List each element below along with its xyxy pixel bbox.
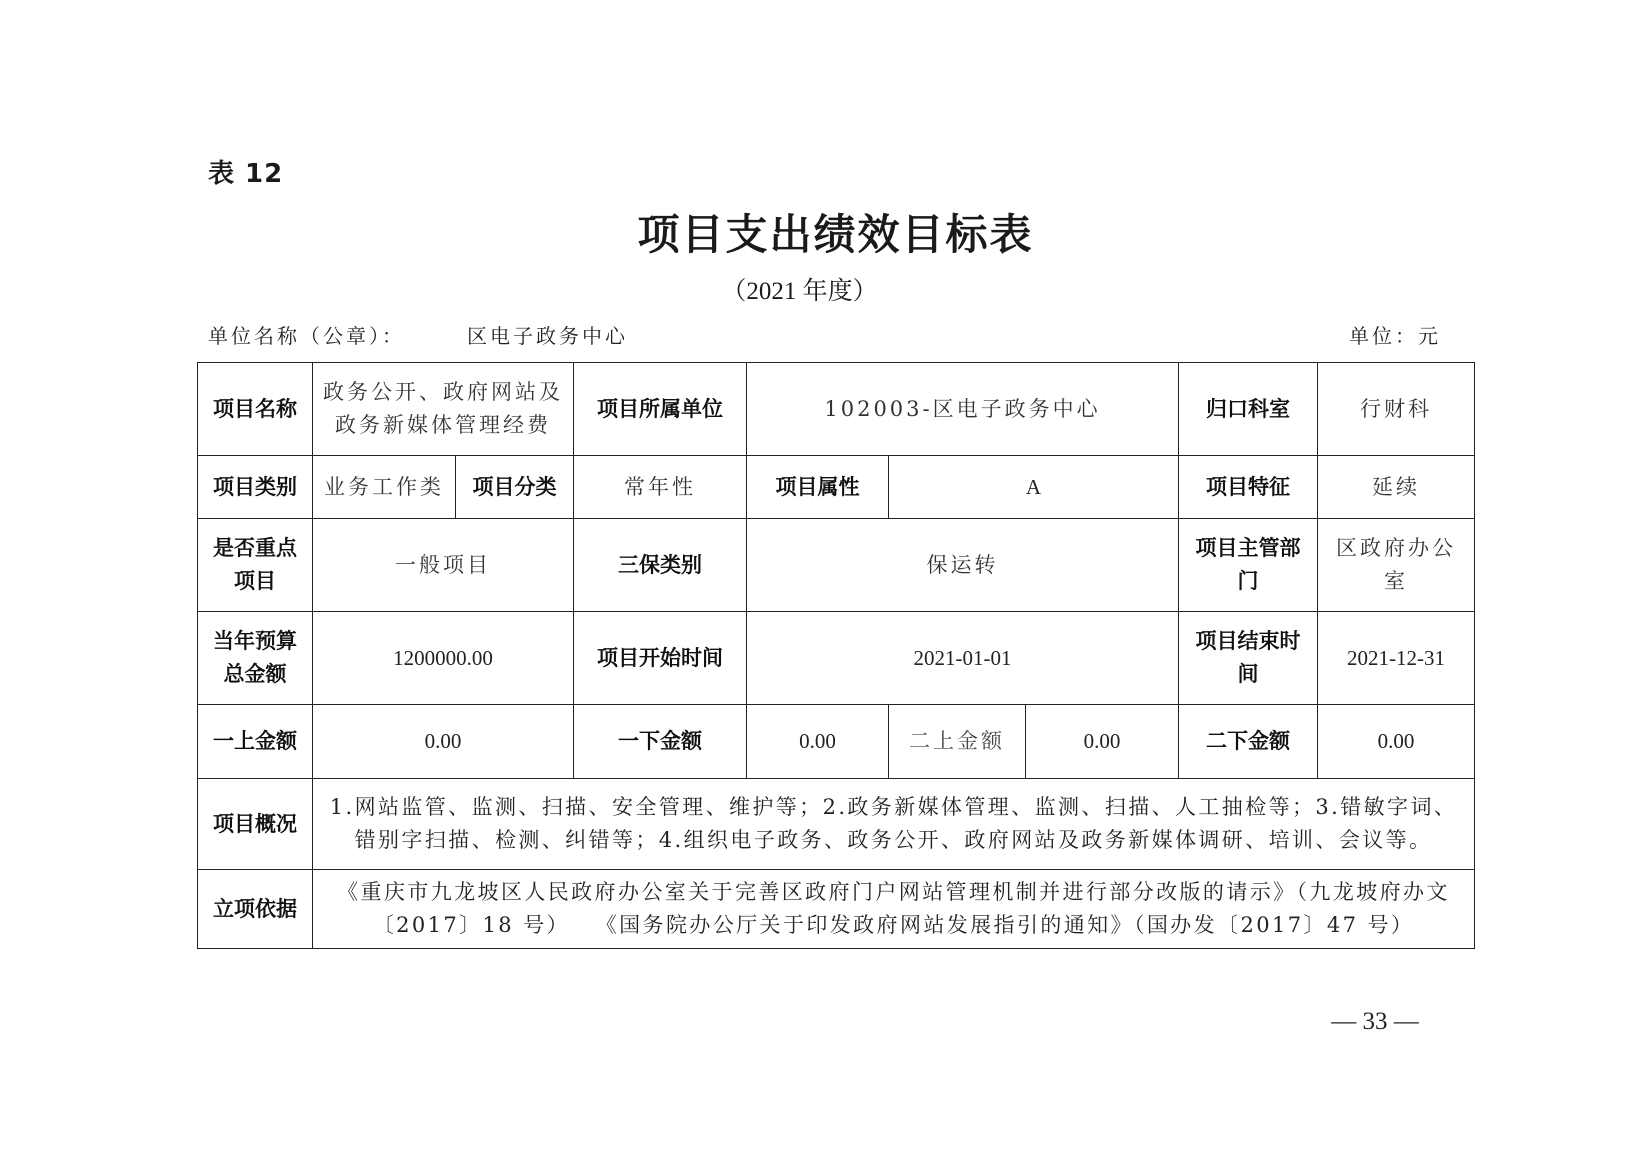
- fiscal-year: （2021 年度）: [721, 278, 878, 305]
- annual-budget: 1200000.00: [313, 612, 574, 705]
- table-row: [198, 870, 1475, 949]
- project-attribute-label: 项目属性: [747, 456, 889, 519]
- authority-dept-label: 项目主管部门: [1179, 519, 1318, 612]
- second-up-amount-label: 二上金额: [889, 705, 1026, 779]
- project-unit-label: 项目所属单位: [574, 363, 747, 456]
- project-classification: 常年性: [574, 456, 747, 519]
- second-up-amount: 0.00: [1026, 705, 1179, 779]
- project-unit: 102003-区电子政务中心: [747, 363, 1179, 456]
- table-row: [198, 612, 1475, 705]
- sanbao-category: 保运转: [747, 519, 1179, 612]
- second-down-amount-label: 二下金额: [1179, 705, 1318, 779]
- project-feature: 延续: [1318, 456, 1475, 519]
- key-project: 一般项目: [313, 519, 574, 612]
- table-row: [198, 456, 1475, 519]
- authority-dept: 区政府办公室: [1318, 519, 1475, 612]
- department-label: 归口科室: [1179, 363, 1318, 456]
- sanbao-category-label: 三保类别: [574, 519, 747, 612]
- table-row: [198, 519, 1475, 612]
- project-basis: 《重庆市九龙坡区人民政府办公室关于完善区政府门户网站管理机制并进行部分改版的请示》（九龙坡府办文〔2017〕18 号） 《国务院办公厅关于印发政府网站发展指引的通知》（国办发〔2017〕47 号）: [313, 870, 1475, 949]
- first-down-amount: 0.00: [747, 705, 889, 779]
- project-feature-label: 项目特征: [1179, 456, 1318, 519]
- annual-budget-label: 当年预算总金额: [198, 612, 313, 705]
- project-overview-label: 项目概况: [198, 779, 313, 870]
- table-row: [198, 779, 1475, 870]
- project-category-label: 项目类别: [198, 456, 313, 519]
- unit-name: 区电子政务中心: [467, 324, 628, 348]
- project-basis-label: 立项依据: [198, 870, 313, 949]
- project-name: 政务公开、政府网站及政务新媒体管理经费: [313, 363, 574, 456]
- document-title: 项目支出绩效目标表: [637, 210, 1034, 259]
- table-row: [198, 705, 1475, 779]
- department: 行财科: [1318, 363, 1475, 456]
- project-overview: 1.网站监管、监测、扫描、安全管理、维护等；2.政务新媒体管理、监测、扫描、人工抽检等；3.错敏字词、错别字扫描、检测、纠错等；4.组织电子政务、政务公开、政府网站及政务新媒体调研、培训、会议等。: [313, 779, 1475, 870]
- first-down-amount-label: 一下金额: [574, 705, 747, 779]
- currency-unit: 单位：元: [1349, 324, 1441, 348]
- start-date: 2021-01-01: [747, 612, 1179, 705]
- page-number: — 33 —: [1331, 1008, 1419, 1035]
- unit-info-line: [208, 320, 1441, 348]
- table-number-label: 表 12: [208, 159, 284, 189]
- performance-target-table: [197, 362, 1475, 949]
- end-date: 2021-12-31: [1318, 612, 1475, 705]
- first-up-amount-label: 一上金额: [198, 705, 313, 779]
- project-category: 业务工作类: [313, 456, 456, 519]
- project-classification-label: 项目分类: [456, 456, 574, 519]
- project-name-label: 项目名称: [198, 363, 313, 456]
- start-date-label: 项目开始时间: [574, 612, 747, 705]
- second-down-amount: 0.00: [1318, 705, 1475, 779]
- end-date-label: 项目结束时间: [1179, 612, 1318, 705]
- table-row: [198, 363, 1475, 456]
- unit-name-label: 单位名称（公章）：: [208, 324, 405, 348]
- first-up-amount: 0.00: [313, 705, 574, 779]
- key-project-label: 是否重点项目: [198, 519, 313, 612]
- project-attribute: A: [889, 456, 1179, 519]
